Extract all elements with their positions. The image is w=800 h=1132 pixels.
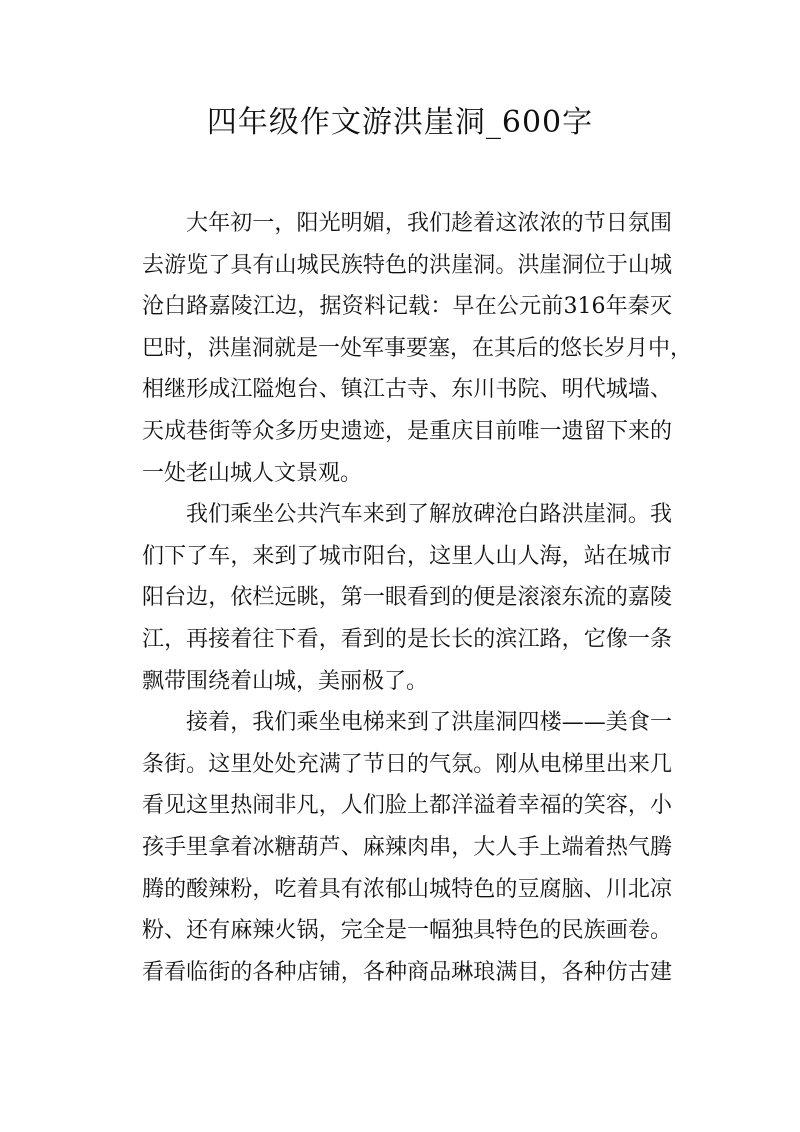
- paragraph-line: 一处老山城人文景观。: [142, 460, 363, 486]
- paragraph-line: 江，再接着往下看，看到的是长长的滨江路，它像一条: [142, 626, 672, 652]
- paragraph-line: 去游览了具有山城民族特色的洪崖洞。洪崖洞位于山城: [142, 252, 672, 278]
- paragraph-line: 看看临街的各种店铺，各种商品琳琅满目，各种仿古建: [142, 959, 672, 985]
- paragraph-3: [142, 702, 672, 993]
- paragraph-line: 看见这里热闹非凡，人们脸上都洋溢着幸福的笑容，小: [142, 793, 672, 819]
- paragraph-line: 们下了车，来到了城市阳台，这里人山人海，站在城市: [142, 543, 672, 569]
- paragraph-line: 大年初一，阳光明媚，我们趁着这浓浓的节日氛围: [186, 211, 672, 236]
- document-body: [142, 203, 693, 993]
- paragraph-line: 粉、还有麻辣火锅，完全是一幅独具特色的民族画卷。: [142, 918, 672, 944]
- paragraph-line: 相继形成江隘炮台、镇江古寺、东川书院、明代城墙、: [142, 377, 672, 403]
- paragraph-line: 孩手里拿着冰糖葫芦、麻辣肉串，大人手上端着热气腾: [142, 834, 672, 860]
- document-title: 四年级作文游洪崖洞_600字: [206, 105, 594, 140]
- paragraph-line: 天成巷街等众多历史遗迹，是重庆目前唯一遗留下来的: [142, 418, 672, 444]
- paragraph-line: 飘带围绕着山城，美丽极了。: [142, 668, 429, 694]
- paragraph-line: 沧白路嘉陵江边，据资料记载：早在公元前316年秦灭: [142, 294, 672, 320]
- paragraph-2: [142, 494, 672, 702]
- paragraph-line: 巴时，洪崖洞就是一处军事要塞，在其后的悠长岁月中，: [142, 335, 693, 361]
- paragraph-line: 接着，我们乘坐电梯来到了洪崖洞四楼——美食一: [186, 710, 672, 736]
- paragraph-line: 我们乘坐公共汽车来到了解放碑沧白路洪崖洞。我: [186, 502, 672, 528]
- paragraph-line: 腾的酸辣粉，吃着具有浓郁山城特色的豆腐脑、川北凉: [142, 876, 672, 902]
- paragraph-1: [142, 203, 693, 494]
- paragraph-line: 条街。这里处处充满了节日的气氛。刚从电梯里出来几: [142, 751, 672, 777]
- paragraph-line: 阳台边，依栏远眺，第一眼看到的便是滚滚东流的嘉陵: [142, 585, 672, 611]
